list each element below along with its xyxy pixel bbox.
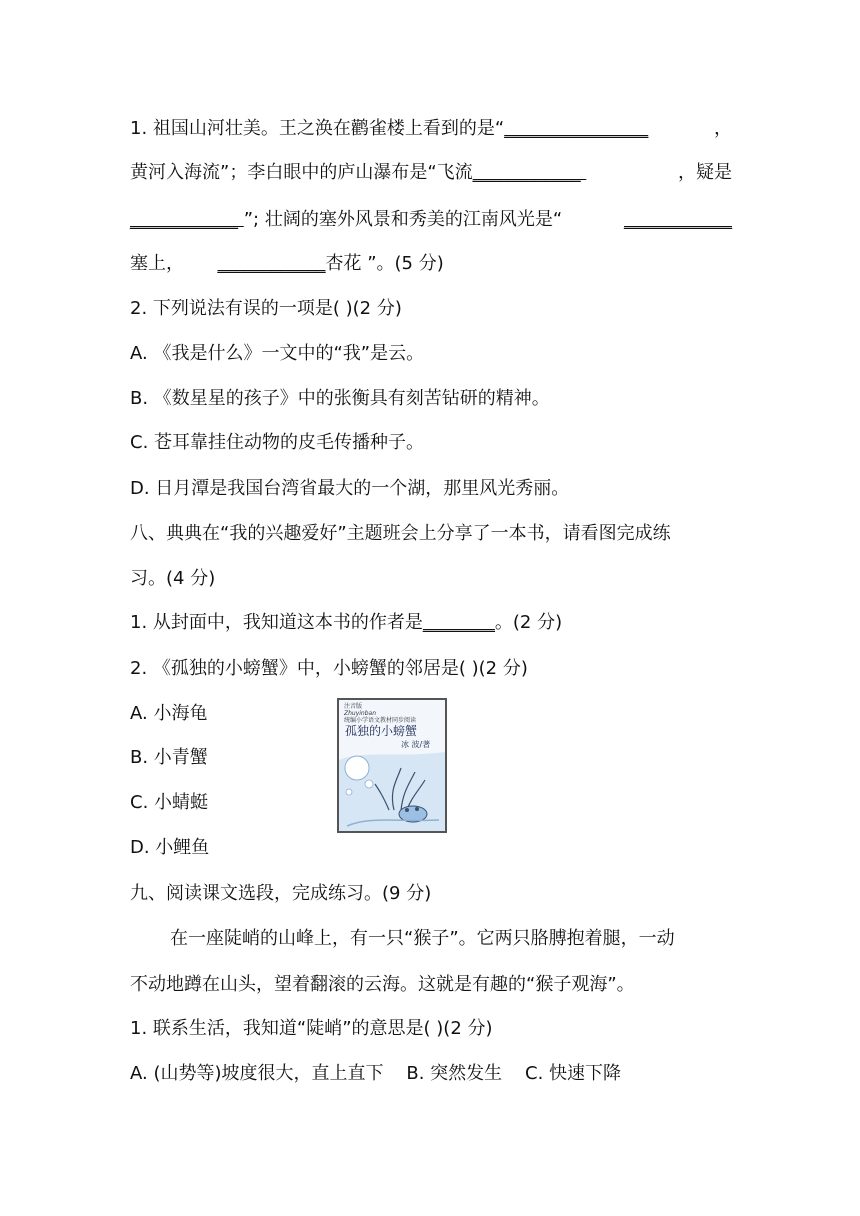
q7-1-line2 [130, 158, 732, 188]
cover-title: 孤独的小螃蟹 [345, 724, 418, 738]
q9-heading: 九、阅读课文选段，完成练习。(9 分) [130, 883, 432, 904]
q8-2-stem: 2. 《孤独的小螃蟹》中，小螃蟹的邻居是( )(2 分) [130, 658, 528, 679]
q7-1-comma: ， [714, 118, 732, 139]
q7-2-stem: 2. 下列说法有误的一项是( )(2 分) [130, 298, 402, 319]
blank-3: ____________ [130, 209, 244, 230]
q7-1-line3 [130, 205, 732, 235]
q7-1-text2: 黄河入海流”；李白眼中的庐山瀑布是“飞流 [130, 162, 473, 183]
q8-2-option-c: C. 小蜻蜓 [130, 792, 209, 813]
q8-1 [130, 608, 732, 638]
q7-2-option-d: D. 日月潭是我国台湾省最大的一个湖，那里风光秀丽。 [130, 478, 570, 499]
q7-1-text3: ”; 壮阔的塞外风景和秀美的江南风光是“ [243, 209, 563, 230]
q7-1-line1 [130, 114, 732, 144]
q8-1-score: 。(2 分) [494, 612, 563, 633]
q7-1-text: 1. 祖国山河壮美。王之涣在鹳雀楼上看到的是“ [130, 118, 505, 139]
q7-2-option-b: B. 《数星星的孩子》中的张衡具有刻苦钻研的精神。 [130, 388, 550, 409]
q7-1-line4 [130, 249, 732, 279]
cover-edition-label: 注音版 [344, 703, 363, 710]
blank-4: ____________ [624, 209, 732, 230]
cover-pinyin-label: Zhuyinban [344, 710, 377, 717]
q8-2-option-b: B. 小青蟹 [130, 747, 208, 768]
book-cover-image [337, 698, 447, 833]
blank-1: ________________ [504, 118, 649, 139]
q7-1-text4b: 杏花 ”。(5 分) [325, 253, 444, 274]
q8-2-option-a: A. 小海龟 [130, 703, 208, 724]
cover-author: 冰 波/著 [401, 740, 431, 749]
q9-passage-line1: 在一座陡峭的山峰上，有一只“猴子”。它两只胳膊抱着腿，一动 [170, 928, 675, 949]
q7-2-option-a: A. 《我是什么》一文中的“我”是云。 [130, 343, 425, 364]
blank-2: ____________ [472, 162, 587, 183]
q7-1-text2b: ，疑是 [678, 162, 732, 183]
cover-illustration [339, 750, 445, 832]
q9-1-stem: 1. 联系生活，我知道“陡峭”的意思是( )(2 分) [130, 1018, 493, 1039]
q9-passage-line2: 不动地蹲在山头，望着翻滚的云海。这就是有趣的“猴子观海”。 [130, 974, 635, 995]
q8-2-option-d: D. 小鲤鱼 [130, 837, 210, 858]
q8-heading-line1: 八、典典在“我的兴趣爱好”主题班会上分享了一本书，请看图完成练 [130, 523, 671, 544]
q8-heading-line2: 习。(4 分) [130, 568, 216, 589]
q7-2-option-c: C. 苍耳靠挂住动物的皮毛传播种子。 [130, 432, 425, 453]
author-blank: ________ [422, 612, 495, 633]
q7-1-text4a: 塞上， [130, 253, 184, 274]
blank-5: ____________ [217, 253, 326, 274]
q8-1-text: 1. 从封面中，我知道这本书的作者是 [130, 612, 423, 633]
q9-1-options: A. (山势等)坡度很大，直上直下 B. 突然发生 C. 快速下降 [130, 1063, 622, 1084]
cover-series-label: 统编小学语文教材同步阅读 [344, 717, 417, 724]
